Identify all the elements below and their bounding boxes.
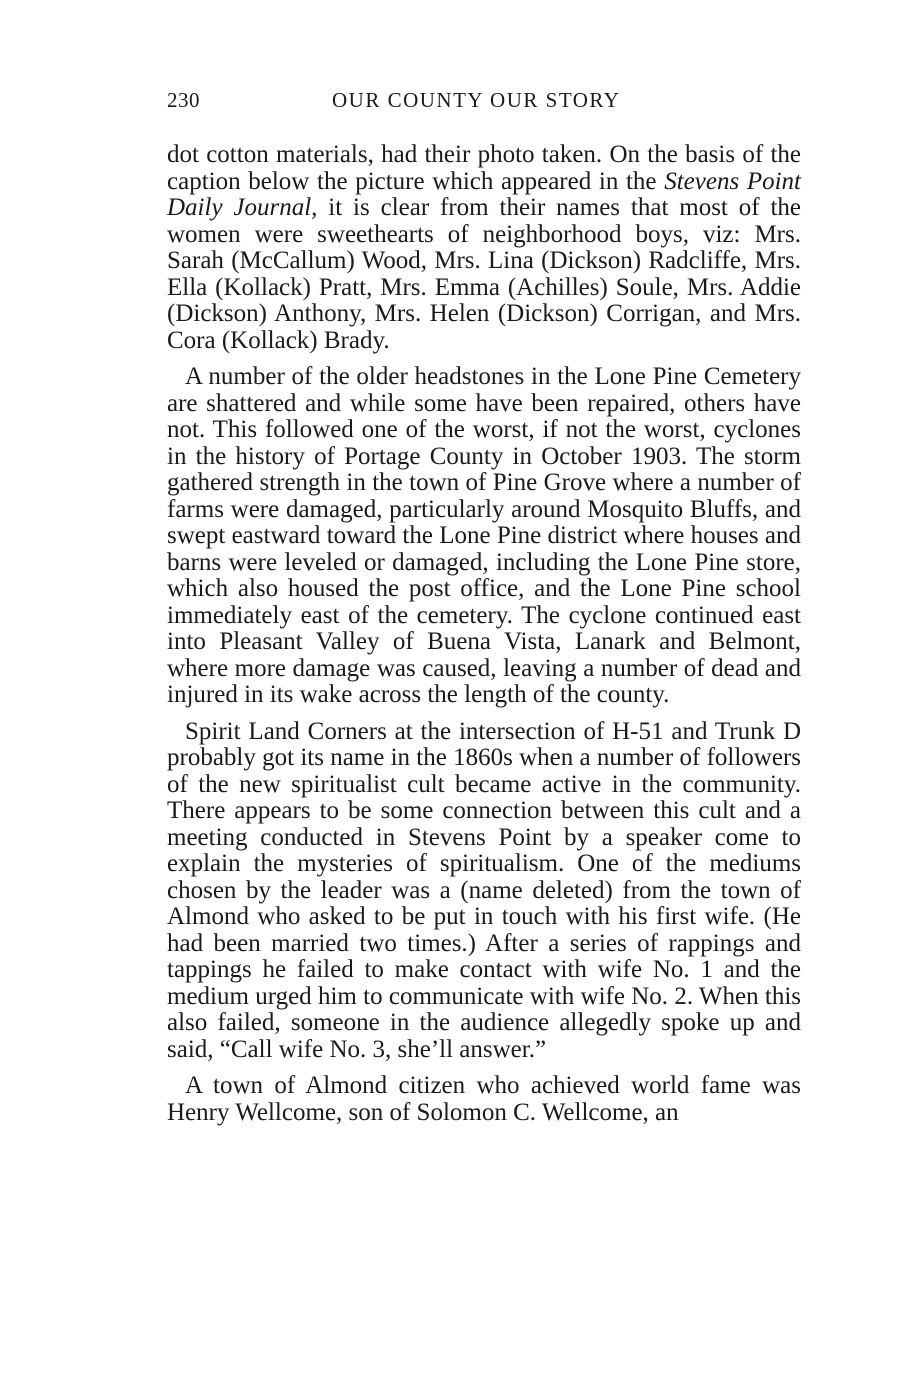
body-text <box>167 142 801 1126</box>
paragraph-4: A town of Almond citizen who achieved world fame was Henry Wellcome, son of Solomon C. Wellcome, an <box>167 1072 801 1126</box>
paragraph-1-text-a: dot cotton materials, had their photo taken. On the basis of the caption below the picture which appeared in the <box>167 141 801 195</box>
paragraph-1-text-b: it is clear from their names that most of the women were sweethearts of neighborhood boys, viz: Mrs. Sarah (McCallum) Wood, Mrs. Lina (Dickson) Radcliffe, Mrs. Ella (Kollack) Pratt, Mrs. Emma (Achilles) Soule, Mrs. Addie (Dickson) Anthony, Mrs. Helen (Dickson) Corrigan, and Mrs. Cora (Kollack) Brady. <box>167 194 801 354</box>
paragraph-2: A number of the older headstones in the Lone Pine Cemetery are shattered and while some have been repaired, others have not. This followed one of the worst, if not the worst, cyclones in the history of Portage County in October 1903. The storm gathered strength in the town of Pine Grove where a number of farms were damaged, particularly around Mosquito Bluffs, and swept eastward toward the Lone Pine district where houses and barns were leveled or damaged, including the Lone Pine store, which also housed the post office, and the Lone Pine school immediately east of the cemetery. The cyclone continued east into Pleasant Valley of Buena Vista, Lanark and Belmont, where more damage was caused, leaving a number of dead and injured in its wake across the length of the county. <box>167 363 801 708</box>
newspaper-title: Stevens Point Daily Journal, <box>167 167 801 221</box>
running-title: OUR COUNTY OUR STORY <box>332 88 621 112</box>
paragraph-1 <box>167 142 801 354</box>
running-head <box>167 88 801 122</box>
page-number: 230 <box>167 88 200 112</box>
book-page <box>167 88 801 1126</box>
paragraph-3: Spirit Land Corners at the intersection of H-51 and Trunk D probably got its name in the 1860s when a number of followers of the new spiritualist cult became active in the community. There appears to be some connection between this cult and a meeting conducted in Stevens Point by a speaker come to explain the mysteries of spiritualism. One of the mediums chosen by the leader was a (name deleted) from the town of Almond who asked to be put in touch with his first wife. (He had been married two times.) After a series of rappings and tappings he failed to make contact with wife No. 1 and the medium urged him to communicate with wife No. 2. When this also failed, someone in the audience allegedly spoke up and said, “Call wife No. 3, she’ll answer.” <box>167 717 801 1063</box>
